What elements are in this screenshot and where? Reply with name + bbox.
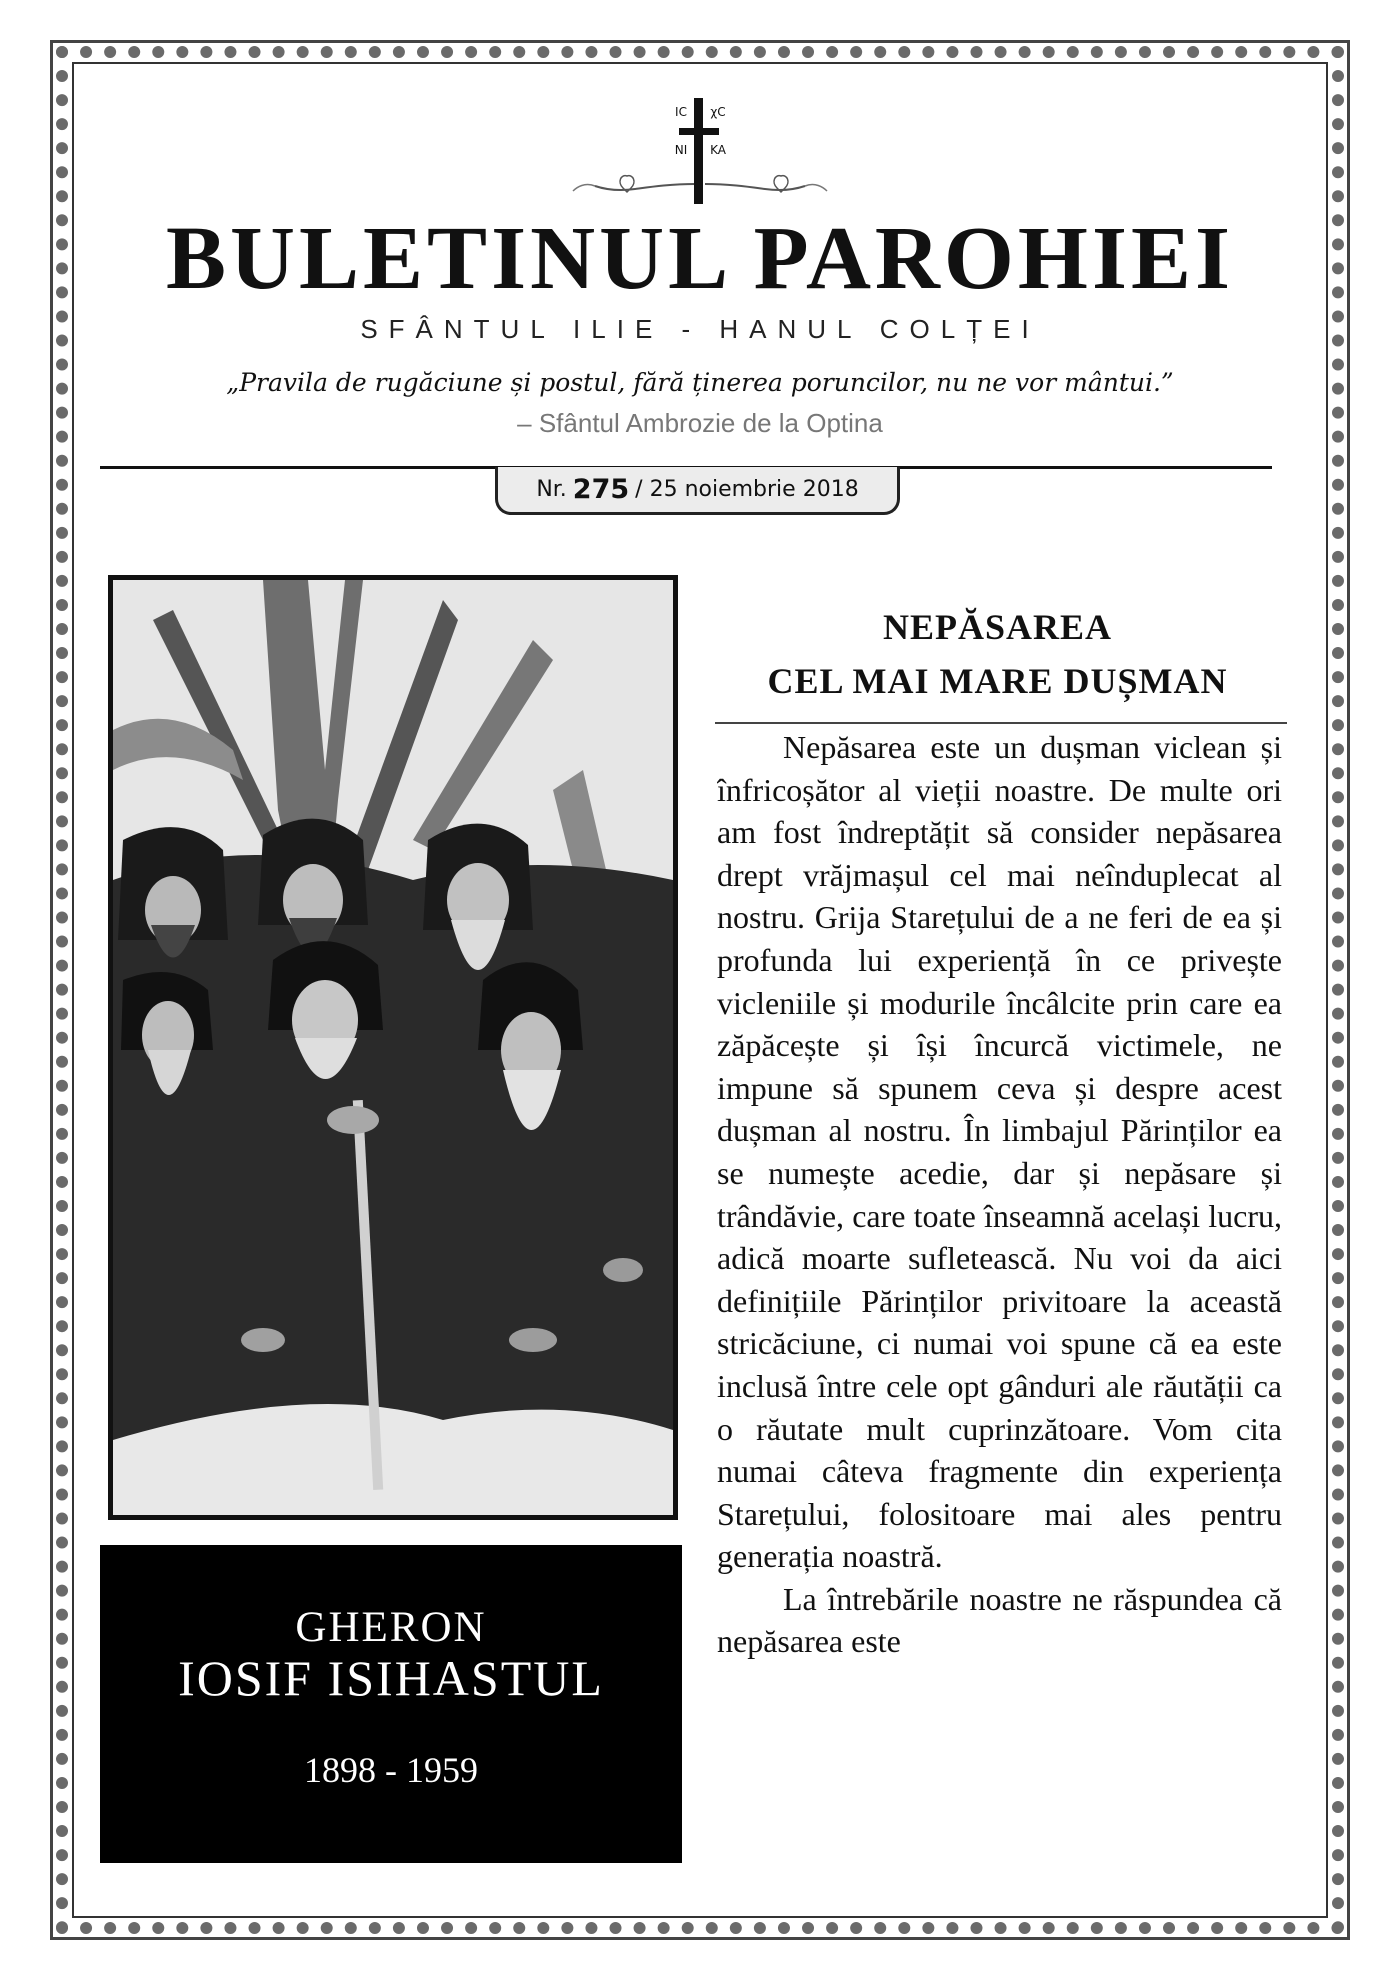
article-title-line2: CEL MAI MARE DUȘMAN <box>767 661 1228 701</box>
issue-prefix: Nr. <box>536 477 567 502</box>
group-photo-illustration <box>113 580 673 1515</box>
emblem-ni-text: NI <box>674 143 688 157</box>
emblem-ic-text: IC <box>675 105 687 119</box>
article-title-divider <box>715 722 1287 724</box>
orthodox-cross-icon <box>555 92 845 212</box>
article-body <box>717 726 1282 1861</box>
parish-name: SFÂNTUL ILIE - HANUL COLȚEI <box>360 314 1040 344</box>
issue-number: 275 <box>572 474 630 505</box>
epigraph-author: – Sfântul Ambrozie de la Optina <box>517 408 883 438</box>
article-paragraph: La întrebările noastre ne răspundea că nepăsarea este <box>717 1580 1282 1660</box>
issue-tab <box>495 467 900 515</box>
caption-title: GHERON <box>295 1604 487 1651</box>
emblem-xc-text: χC <box>710 105 726 119</box>
caption-years: 1898 - 1959 <box>304 1750 478 1790</box>
header-emblem <box>555 92 845 212</box>
article-title-line1: NEPĂSAREA <box>882 607 1113 647</box>
issue-date: / 25 noiembrie 2018 <box>635 477 859 502</box>
photo-caption-box <box>100 1545 682 1863</box>
bulletin-title: BULETINUL PAROHIEI <box>165 209 1235 308</box>
article-paragraph: Nepăsarea este un dușman viclean și înfricoșător al vieții noastre. De multe ori am fost îndreptățit să consider nepăsarea drept vrăjmașul cel mai neînduplecat al nostru. Grija Starețului de a ne feri de ea și profunda lui experiență în ce privește vicleniile și modurile încâlcite prin care ea zăpăcește și își încurcă victimele, ne impune să spunem ceva și despre acest dușman al nostru. În limbajul Părinților ea se numește acedie, dar și nepăsare și trândăvie, care toate înseamnă același lucru, adică moarte sufletească. Nu voi da aici definițiile Părinților privitoare la această stricăciune, ci numai voi spune că ea este inclusă între cele opt gânduri ale răutății ca o răutate mult cuprinzătoare. Vom cita numai câteva fragmente din experiența Starețului, folositoare mai ales pentru generația noastră. <box>717 729 1282 1575</box>
caption-name: IOSIF ISIHASTUL <box>178 1650 604 1706</box>
epigraph-quote: „Pravila de rugăciune și postul, fără ținerea poruncilor, nu ne vor mântui.” <box>226 368 1174 397</box>
emblem-ka-text: KA <box>710 143 726 157</box>
article-title <box>715 600 1280 708</box>
monks-photo <box>108 575 678 1520</box>
